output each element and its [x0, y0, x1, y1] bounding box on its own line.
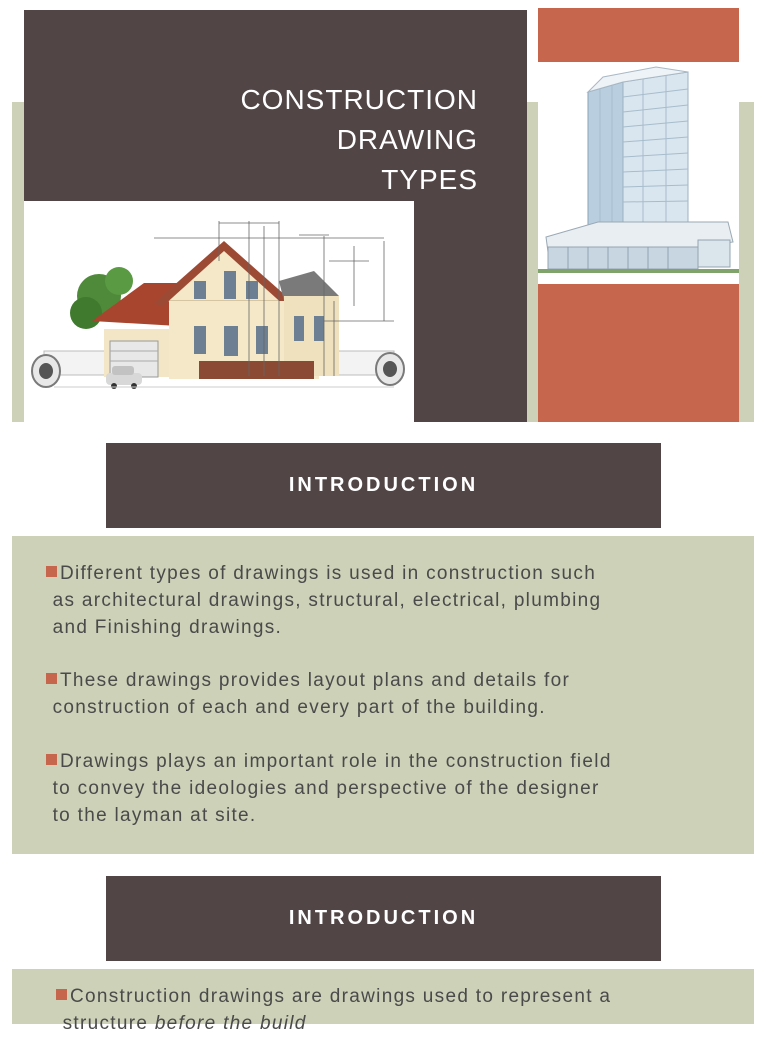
bullet-line: structure — [62, 1013, 149, 1034]
glass-tower-image — [538, 62, 739, 284]
bullet-line: These drawings provides layout plans and details for — [60, 670, 571, 691]
bullet-square-icon — [46, 566, 57, 577]
intro-header-bar — [106, 443, 661, 528]
bullet-emphasis: before the build — [154, 1013, 307, 1034]
title-line-1: CONSTRUCTION — [240, 84, 478, 115]
bullet-item — [46, 667, 686, 721]
house-illustration — [24, 201, 414, 422]
intro-heading: INTRODUCTION — [288, 474, 479, 496]
title-slide — [0, 0, 768, 432]
bullet-item — [46, 560, 686, 641]
bullet-square-icon — [46, 754, 57, 765]
bullet-square-icon — [46, 673, 57, 684]
title-line-3: TYPES — [381, 164, 478, 195]
bullet-line: and Finishing drawings. — [52, 617, 283, 638]
bullet-line: Drawings plays an important role in the construction field — [60, 751, 612, 772]
bullet-line: to the layman at site. — [52, 805, 257, 826]
bullet-item — [46, 748, 686, 829]
house-blueprint-image — [24, 201, 414, 422]
intro-header-bar-2 — [106, 876, 661, 961]
bullet-item — [56, 983, 696, 1037]
bullet-line: as architectural drawings, structural, electrical, plumbing — [52, 590, 602, 611]
bullet-square-icon — [56, 989, 67, 1000]
bullet-line: Construction drawings are drawings used to represent a — [70, 986, 612, 1007]
tower-illustration — [538, 62, 739, 284]
bullet-line: construction of each and every part of the building. — [52, 697, 546, 718]
bullet-line: Different types of drawings is used in construction such — [60, 563, 597, 584]
bullet-line: to convey the ideologies and perspective of the designer — [52, 778, 600, 799]
title-line-2: DRAWING — [336, 124, 478, 155]
intro-heading-2: INTRODUCTION — [288, 907, 479, 929]
slide-title — [178, 80, 478, 200]
